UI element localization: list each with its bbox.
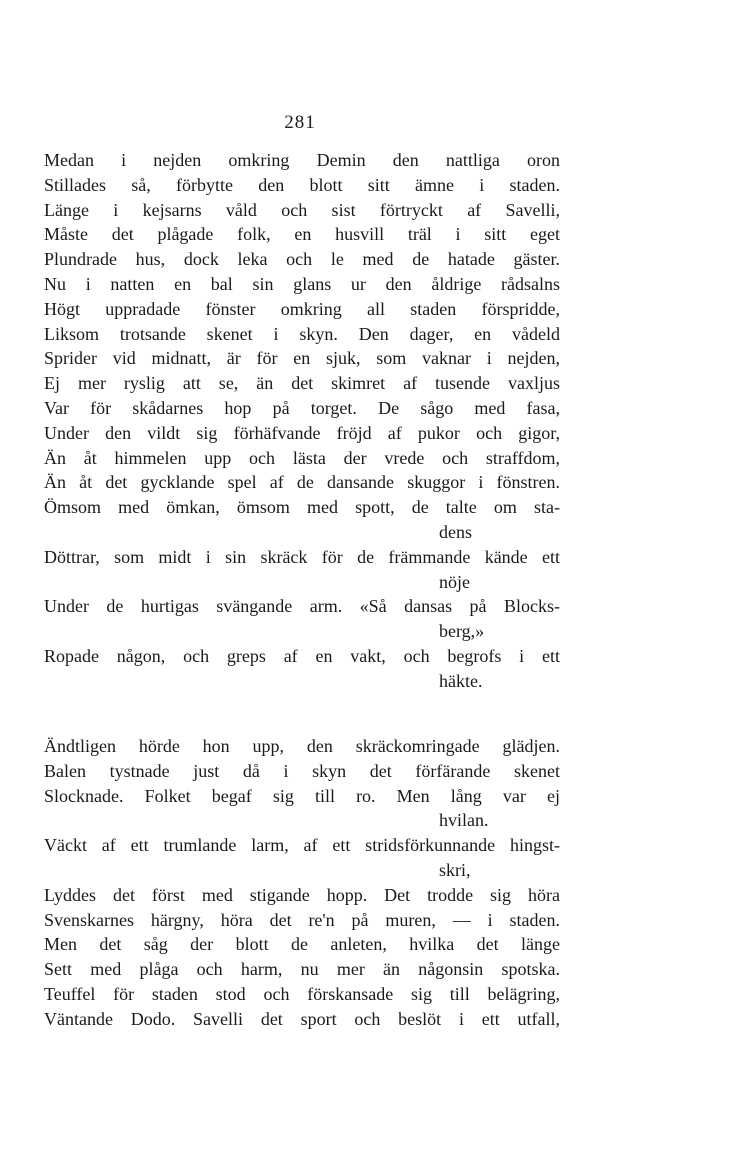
verse-line: Nu i natten en bal sin glans ur den åldrige rådsalns	[44, 273, 560, 294]
verse-line: Under den vildt sig förhäfvande fröjd af pukor och gigor,	[44, 422, 560, 443]
verse-line: Teuffel för staden stod och förskansade sig till belägring,	[44, 983, 560, 1004]
verse-line: Under de hurtigas svängande arm. «Så dansas på Blocks-	[44, 596, 560, 617]
verse-line: Balen tystnade just då i skyn det förfärande skenet	[44, 760, 560, 781]
verse-line: Plundrade hus, dock leka och le med de hatade gäster.	[44, 249, 560, 270]
verse-line: Ropade någon, och greps af en vakt, och begrofs i ett	[44, 645, 560, 666]
verse-line-continuation: skri,	[439, 859, 471, 880]
stanza-1	[44, 148, 560, 694]
verse-line: Var för skådarnes hop på torget. De sågo med fasa,	[44, 397, 560, 418]
verse-line: Slocknade. Folket begaf sig till ro. Men lång var ej	[44, 785, 560, 806]
verse-line: Väckt af ett trumlande larm, af ett stridsförkunnande hingst-	[44, 835, 560, 856]
verse-line-continuation: nöje	[439, 571, 470, 592]
verse-line: Måste det plågade folk, en husvill träl i sitt eget	[44, 224, 560, 245]
verse-line: Ändtligen hörde hon upp, den skräckomringade glädjen.	[44, 736, 560, 756]
verse-line: Svenskarnes härgny, höra det re'n på muren, — i staden.	[44, 909, 560, 930]
verse-line: Sprider vid midnatt, är för en sjuk, som vaknar i nejden,	[44, 348, 560, 369]
verse-line: Sett med plåga och harm, nu mer än någonsin spotska.	[44, 959, 560, 980]
verse-line-continuation: berg,»	[439, 621, 485, 642]
verse-line-continuation: dens	[439, 521, 472, 542]
verse-line-continuation: häkte.	[439, 670, 483, 691]
verse-line: Väntande Dodo. Savelli det sport och beslöt i ett utfall,	[44, 1008, 560, 1029]
verse-line: Liksom trotsande skenet i skyn. Den dager, en vådeld	[44, 323, 560, 344]
verse-line: Men det såg der blott de anleten, hvilka det länge	[44, 934, 560, 955]
verse-line: Än åt det gycklande spel af de dansande skuggor i fönstren.	[44, 472, 560, 493]
verse-line-continuation: hvilan.	[439, 810, 489, 831]
verse-line: Döttrar, som midt i sin skräck för de främmande kände ett	[44, 546, 560, 567]
verse-line: Stillades så, förbytte den blott sitt ämne i staden.	[44, 174, 560, 195]
verse-line: Än åt himmelen upp och lästa der vrede och straffdom,	[44, 447, 560, 468]
verse-line: Lyddes det först med stigande hopp. Det trodde sig höra	[44, 884, 560, 905]
verse-line: Ej mer ryslig att se, än det skimret af tusende vaxljus	[44, 373, 560, 394]
page-number: 281	[284, 112, 316, 133]
verse-line: Ömsom med ömkan, ömsom med spott, de talte om sta-	[44, 497, 560, 518]
verse-line: Länge i kejsarns våld och sist förtryckt af Savelli,	[44, 199, 560, 220]
verse-line: Medan i nejden omkring Demin den nattliga oron	[44, 150, 560, 170]
verse-line: Högt uppradade fönster omkring all staden förspridde,	[44, 298, 560, 319]
stanza-2	[44, 734, 560, 1032]
